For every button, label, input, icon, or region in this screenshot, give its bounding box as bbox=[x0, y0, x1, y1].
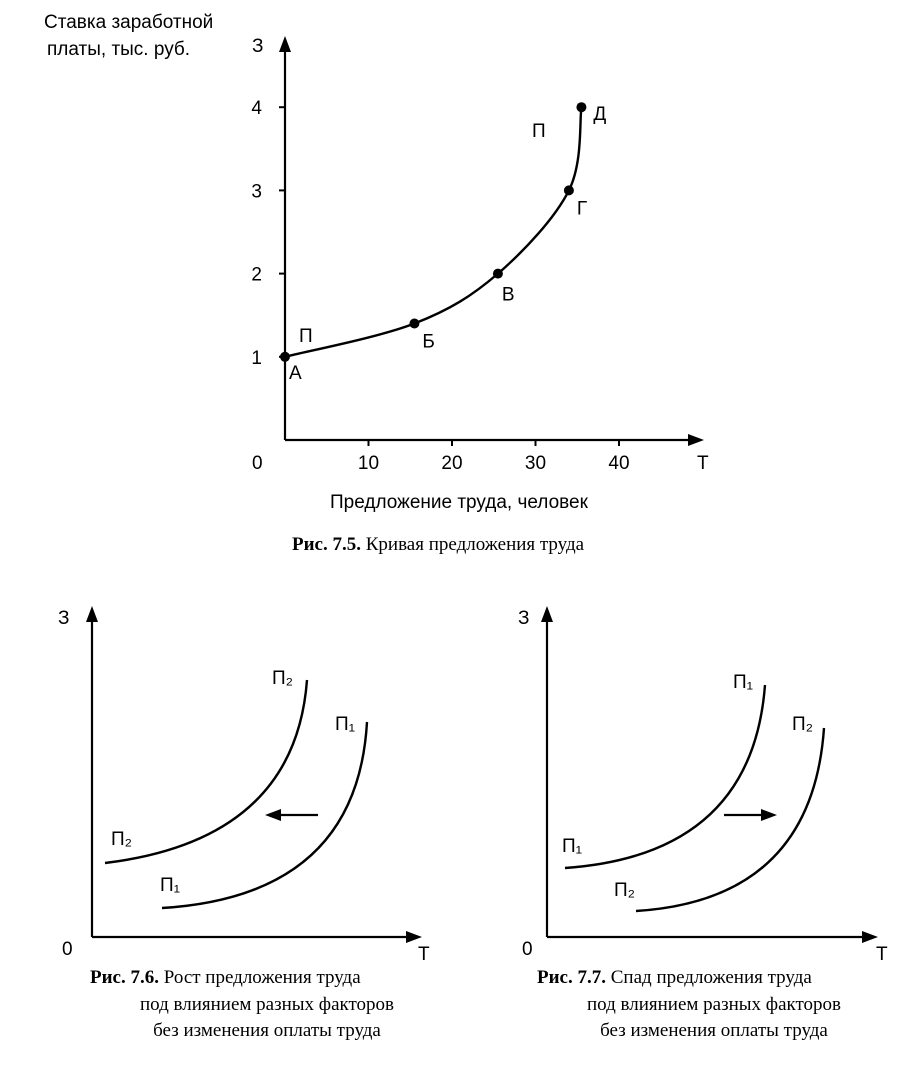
curve-p1 bbox=[162, 722, 367, 908]
y-axis-label-line1: Ставка заработной bbox=[44, 12, 214, 33]
x-axis-letter: Т bbox=[697, 453, 709, 474]
y-axis-letter: З bbox=[58, 608, 70, 629]
x-axis-label: Предложение труда, человек bbox=[330, 492, 588, 513]
y-axis-arrowhead bbox=[541, 606, 553, 622]
curve-p2 bbox=[636, 728, 824, 911]
curve-p1 bbox=[565, 685, 765, 868]
origin-label: 0 bbox=[522, 939, 533, 960]
y-axis-label-line2: платы, тыс. руб. bbox=[47, 39, 191, 60]
caption-prefix: Рис. 7.5. bbox=[292, 534, 361, 555]
label-p2-top: П₂ bbox=[792, 714, 814, 735]
point-1-marker bbox=[280, 352, 290, 362]
caption-fig-7-6-line2: под влиянием разных факторов bbox=[139, 994, 395, 1015]
point-4-label: Г bbox=[576, 198, 588, 220]
supply-curve-line bbox=[285, 107, 581, 357]
curve-p2 bbox=[105, 680, 307, 863]
label-p1-top: П₁ bbox=[733, 672, 754, 693]
x-ticks-group bbox=[358, 440, 630, 474]
x-axis-arrowhead bbox=[688, 434, 704, 446]
label-p1-left: П₁ bbox=[562, 836, 583, 857]
x-tick-label: 10 bbox=[357, 453, 380, 474]
caption-fig-7-7-line3: без изменения оплаты труда bbox=[600, 1020, 828, 1041]
chart-supply-growth bbox=[58, 606, 430, 1041]
caption-text: Рост предложения труда bbox=[163, 967, 361, 988]
origin-label: 0 bbox=[252, 453, 263, 474]
y-tick-label: 1 bbox=[251, 347, 262, 369]
shift-arrow-left-icon bbox=[265, 809, 281, 821]
x-axis-arrowhead bbox=[862, 931, 878, 943]
x-axis-letter: Т bbox=[876, 944, 888, 965]
caption-fig-7-6-line3: без изменения оплаты труда bbox=[153, 1020, 381, 1041]
caption-prefix: Рис. 7.7. bbox=[537, 967, 606, 988]
label-p1-top: П₁ bbox=[335, 714, 356, 735]
point-3-marker bbox=[493, 269, 503, 279]
point-5-label: Д bbox=[593, 104, 607, 126]
label-p2-top: П₂ bbox=[272, 668, 294, 689]
chart-labor-supply-curve bbox=[44, 12, 709, 555]
y-tick-label: 4 bbox=[251, 98, 262, 120]
y-tick-label: 2 bbox=[251, 264, 262, 286]
y-axis-letter: З bbox=[518, 608, 530, 629]
y-tick-label: 3 bbox=[251, 181, 262, 203]
origin-label: 0 bbox=[62, 939, 73, 960]
x-axis-letter: Т bbox=[418, 944, 430, 965]
curve-label-upper: П bbox=[532, 121, 546, 142]
caption-text: Кривая предложения труда bbox=[365, 534, 585, 555]
curve-label-lower: П bbox=[299, 326, 313, 347]
caption-text: Спад предложения труда bbox=[610, 967, 812, 988]
y-axis-arrowhead bbox=[279, 36, 291, 52]
point-2-marker bbox=[409, 319, 419, 329]
caption-fig-7-7-line1 bbox=[537, 967, 812, 988]
caption-fig-7-6-line1 bbox=[90, 967, 361, 988]
point-4-marker bbox=[564, 185, 574, 195]
label-p2-left: П₂ bbox=[614, 880, 636, 901]
point-3-label: В bbox=[501, 284, 515, 306]
y-ticks-group bbox=[251, 98, 285, 369]
point-5-marker bbox=[576, 102, 586, 112]
caption-fig-7-5 bbox=[292, 534, 585, 555]
x-tick-label: 30 bbox=[524, 453, 547, 474]
point-2-label: Б bbox=[422, 331, 435, 353]
x-tick-label: 20 bbox=[441, 453, 463, 474]
caption-fig-7-7-line2: под влиянием разных факторов bbox=[586, 994, 842, 1015]
caption-prefix: Рис. 7.6. bbox=[90, 967, 159, 988]
point-1-label: А bbox=[289, 362, 302, 384]
y-axis-letter: З bbox=[252, 36, 264, 57]
label-p2-left: П₂ bbox=[111, 829, 133, 850]
chart-supply-decline bbox=[518, 606, 888, 1041]
x-tick-label: 40 bbox=[608, 453, 630, 474]
y-axis-arrowhead bbox=[86, 606, 98, 622]
shift-arrow-right-icon bbox=[761, 809, 777, 821]
label-p1-left: П₁ bbox=[160, 875, 181, 896]
x-axis-arrowhead bbox=[406, 931, 422, 943]
supply-curve-points bbox=[280, 102, 606, 384]
